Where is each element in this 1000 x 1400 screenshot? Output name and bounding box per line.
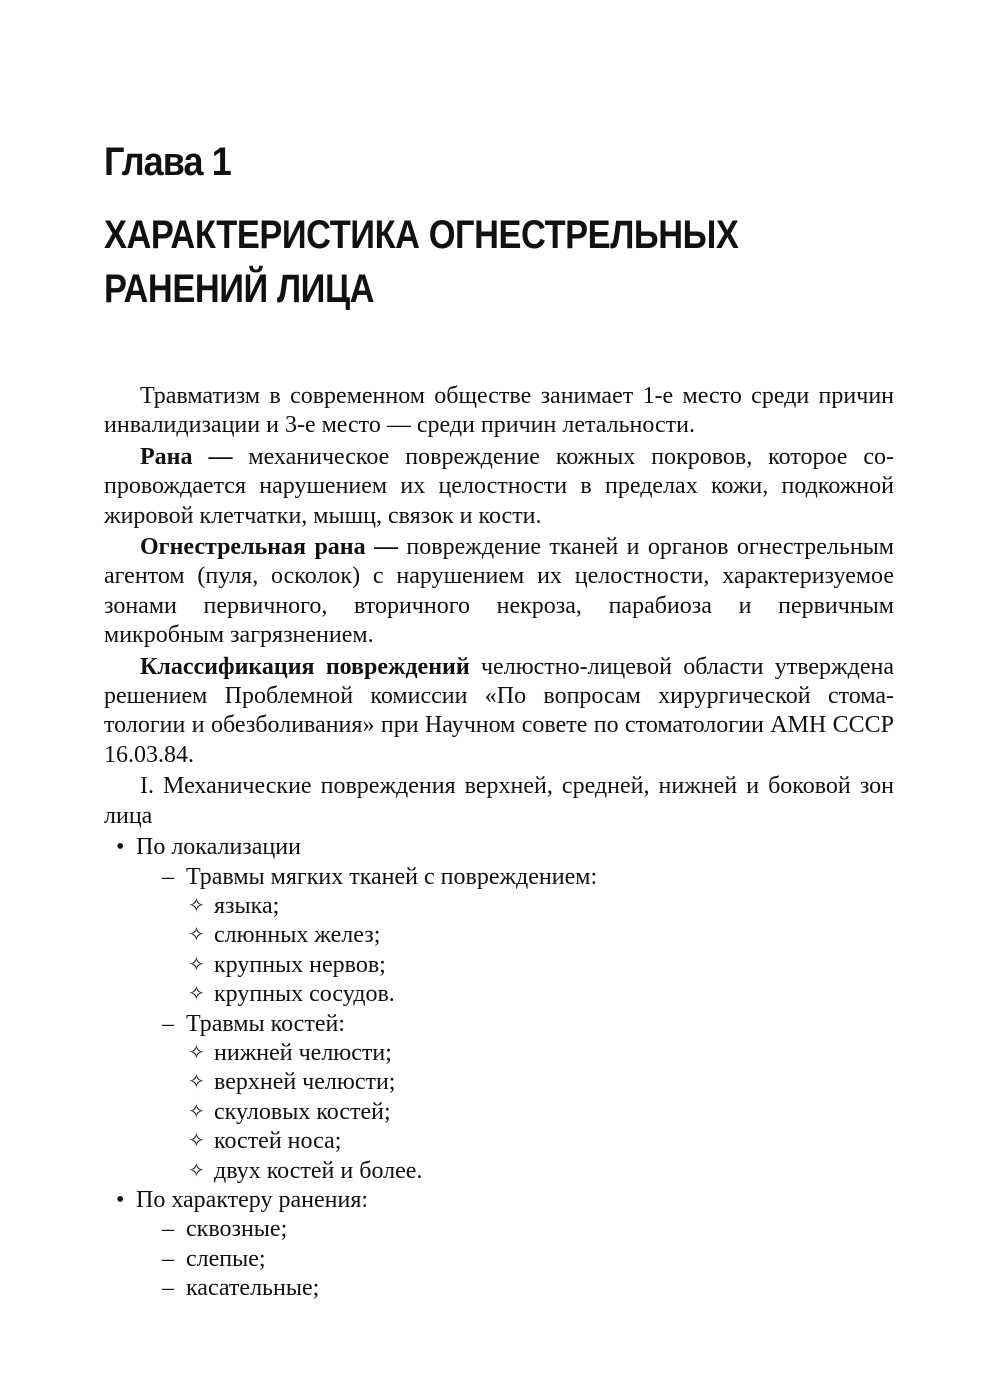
list-item-label: крупных нервов; <box>214 951 386 978</box>
dash-icon: – <box>162 1275 174 1302</box>
chapter-title-line-1: ХАРАКТЕРИСТИКА ОГНЕСТРЕЛЬНЫХ <box>104 213 739 257</box>
dash-icon: – <box>162 863 174 890</box>
paragraph-gunshot-wound <box>104 533 894 651</box>
list-item-soft-tissue <box>104 863 894 892</box>
list-item-label: Травмы мягких тканей с повреждением: <box>186 863 598 890</box>
paragraph-mechanical-injuries: I. Механические повреждения верхней, средней, нижней и боковой зон лица <box>104 773 894 829</box>
term-gunshot-wound: Огнестрельная рана — <box>140 534 399 561</box>
star-icon: ✧ <box>188 894 205 917</box>
paragraph-trauma: Травматизм в современном обществе занимает 1-е место среди причин инвалидизации и 3-е место — среди причин летальности. <box>104 383 894 439</box>
list-item-upper-jaw <box>104 1068 894 1097</box>
list-item-label: двух костей и более. <box>214 1157 423 1184</box>
star-icon: ✧ <box>188 1071 205 1094</box>
list-item-label: касательные; <box>186 1275 320 1302</box>
list-item-bones <box>104 1010 894 1039</box>
list-item-through <box>104 1215 894 1244</box>
body-text <box>104 382 894 1304</box>
star-icon: ✧ <box>188 1130 205 1153</box>
bullet-icon: • <box>116 1186 125 1213</box>
list-item-large-vessels <box>104 980 894 1009</box>
list-item-label: слюнных желез; <box>214 922 381 949</box>
paragraph-wound-definition <box>104 443 894 531</box>
list-item-label: Травмы костей: <box>186 1010 345 1037</box>
text-wound: механическое повреждение кожных покровов, которое сопровождается нарушением их целостности в пределах кожи, подкожной жировой клетчатки, мышц, связок и кости. <box>104 443 894 529</box>
star-icon: ✧ <box>188 924 205 947</box>
list-item-large-nerves <box>104 951 894 980</box>
star-icon: ✧ <box>188 953 205 976</box>
term-wound: Рана — <box>140 443 233 470</box>
list-item-nasal-bones <box>104 1127 894 1156</box>
chapter-title-line-2: РАНЕНИЙ ЛИЦА <box>104 267 375 311</box>
list-item-label: слепые; <box>186 1245 266 1272</box>
star-icon: ✧ <box>188 1159 205 1182</box>
list-item-by-wound-type <box>104 1186 894 1215</box>
star-icon: ✧ <box>188 983 205 1006</box>
chapter-label: Глава 1 <box>104 140 231 184</box>
text-classification: челюстно-лицевой области утверждена решением Проблемной комиссии «По вопросам хирургической стоматологии и обезболивания» при Научном совете по стоматологии АМН СССР 16.03.84. <box>104 653 894 768</box>
list-item-label: По характеру ранения: <box>136 1186 369 1213</box>
bullet-icon: • <box>116 834 125 861</box>
list-item-label: крупных сосудов. <box>214 981 395 1008</box>
list-item-label: скуловых костей; <box>214 1098 391 1125</box>
list-item-salivary-glands <box>104 921 894 950</box>
list-item-label: сквозные; <box>186 1216 288 1243</box>
text-gunshot-wound: повреждение тканей и органов огнестрельным агентом (пуля, осколок) с нарушением их целостности, характеризуемое зонами первичного, вторичного некроза, парабиоза и первичным микробным загрязнением. <box>104 534 894 649</box>
term-classification: Классификация повреждений <box>140 653 470 680</box>
list-item-lower-jaw <box>104 1039 894 1068</box>
list-item-label: верхней челюсти; <box>214 1069 396 1096</box>
list-item-label: костей носа; <box>214 1128 342 1155</box>
paragraph-classification <box>104 653 894 771</box>
list-item-by-location <box>104 833 894 862</box>
star-icon: ✧ <box>188 1041 205 1064</box>
dash-icon: – <box>162 1245 174 1272</box>
list-item-tongue <box>104 892 894 921</box>
list-item-tangential <box>104 1274 894 1303</box>
dash-icon: – <box>162 1216 174 1243</box>
chapter-title <box>104 208 738 316</box>
list-item-two-or-more-bones <box>104 1157 894 1186</box>
dash-icon: – <box>162 1010 174 1037</box>
list-item-blind <box>104 1245 894 1274</box>
list-item-label: По локализации <box>136 834 301 861</box>
classification-list <box>104 833 894 1304</box>
list-item-zygomatic-bones <box>104 1098 894 1127</box>
list-item-label: нижней челюсти; <box>214 1039 392 1066</box>
list-item-label: языка; <box>214 892 280 919</box>
star-icon: ✧ <box>188 1100 205 1123</box>
